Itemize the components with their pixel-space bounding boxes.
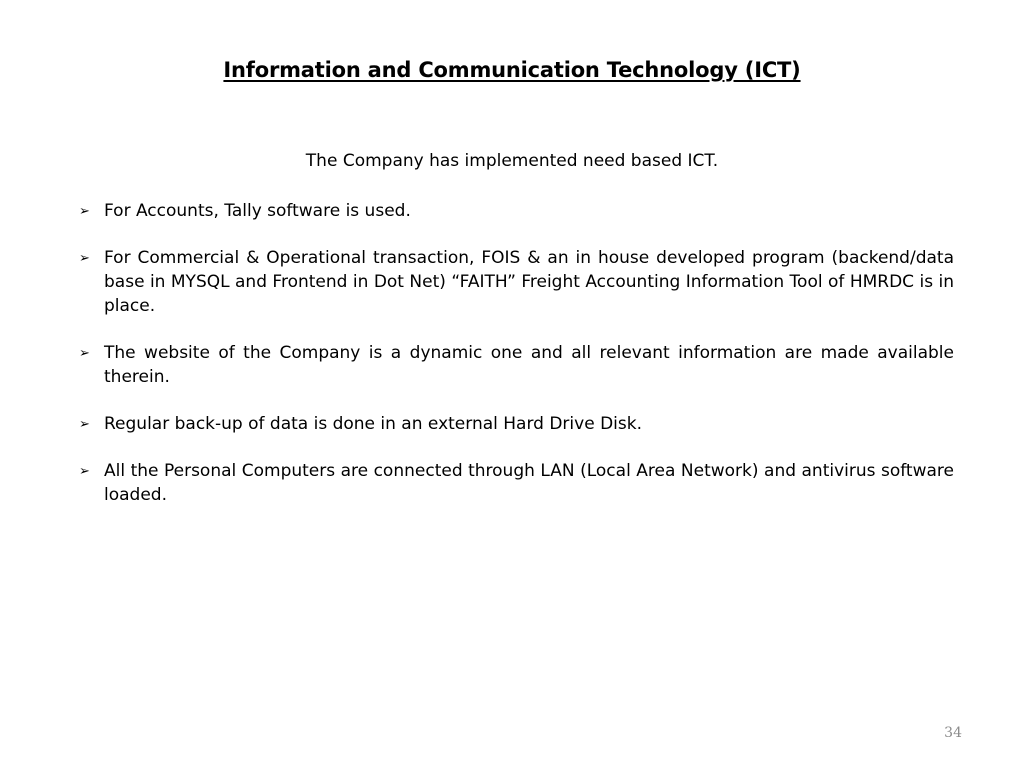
arrow-bullet-icon: ➢ [79,251,90,266]
bullet-list [79,199,954,530]
bullet-text: The website of the Company is a dynamic one and all relevant information are made available therein. [104,343,954,387]
slide-title: Information and Communication Technology (ICT) [223,58,801,82]
bullet-item [79,459,954,507]
bullet-item [79,341,954,389]
intro-text: The Company has implemented need based ICT. [305,151,719,171]
arrow-bullet-icon: ➢ [79,204,90,219]
arrow-bullet-icon: ➢ [79,417,90,432]
bullet-item [79,199,954,223]
arrow-bullet-icon: ➢ [79,464,90,479]
bullet-item [79,412,954,436]
bullet-text: Regular back-up of data is done in an external Hard Drive Disk. [104,414,642,434]
bullet-text: For Commercial & Operational transaction, FOIS & an in house developed program (backend/data base in MYSQL and Frontend in Dot Net) “FAITH” Freight Accounting Information Tool of HMRDC is in place. [104,248,954,316]
bullet-text: For Accounts, Tally software is used. [104,201,411,221]
bullet-text: All the Personal Computers are connected through LAN (Local Area Network) and antivirus software loaded. [104,461,954,505]
bullet-item [79,246,954,318]
page-number: 34 [944,725,962,741]
arrow-bullet-icon: ➢ [79,346,90,361]
